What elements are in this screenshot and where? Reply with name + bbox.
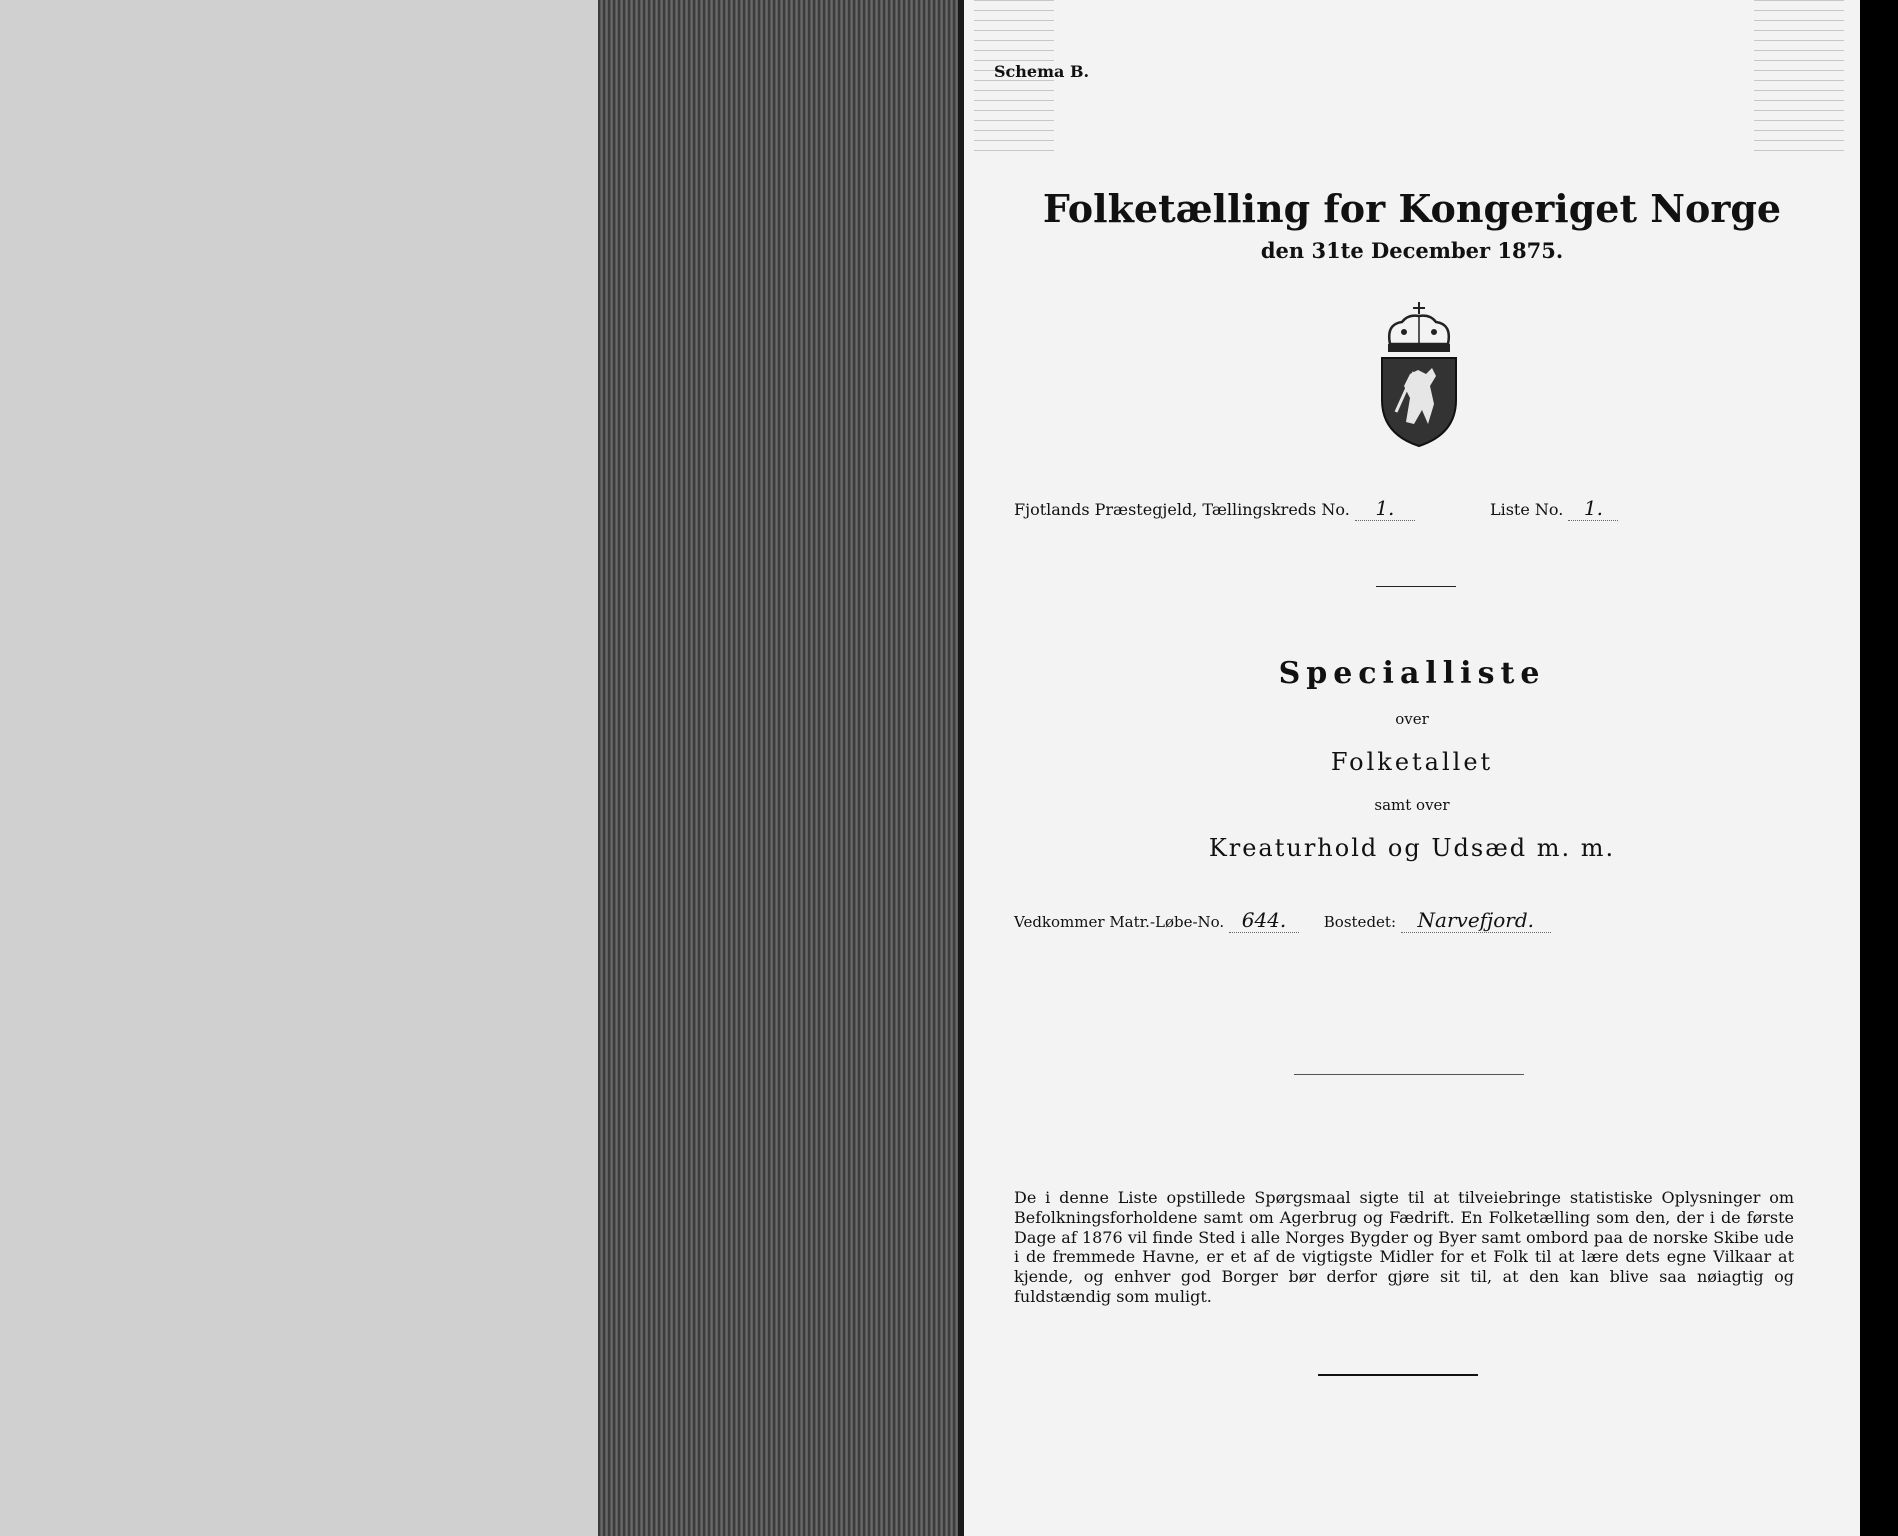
subject-kreaturhold: Kreaturhold og Udsæd m. m. [1208,834,1616,862]
kreds-label: Tællingskreds No. [1202,500,1350,519]
matr-value: 644. [1229,908,1299,933]
notice-paragraph: De i denne Liste opstillede Spørgsmaal sigte til at tilveiebringe statistiske Oplysninger om Befolkningsforholdene samt om Agerbrug og Fædrift. En Folketælling som den, der i de første Dage af 1876 vil finde Sted i alle Norges Bygder og Byer samt ombord paa de norske Skibe ude i de fremmede Havne, er et af de vigtigste Midler for et Folk til at lære dets egne Vilkaar at kjende, og enhver god Borger bør derfor gjøre sit til, at den kan blive saa nøiagtig og fuldstændig som muligt. [1014,1188,1794,1306]
census-form-page [964,0,1860,1536]
closing-rule [1318,1374,1478,1376]
form-date: den 31te December 1875. [1260,238,1564,263]
over-text: over [1395,710,1429,728]
divider-rule [1376,586,1456,587]
matr-label: Vedkommer Matr.-Løbe-No. [1014,913,1225,931]
bosted-value: Narvefjord. [1401,908,1551,933]
kreds-value: 1. [1355,496,1415,521]
signature-rule [1294,1074,1524,1075]
bleed-through-marks-right [1754,0,1844,340]
liste-value: 1. [1568,496,1618,521]
bleed-through-marks-left [974,0,1054,340]
samt-over-text: samt over [1374,796,1450,814]
district-line [1014,496,1618,521]
heading-specialliste: Specialliste [1278,656,1546,691]
blank-facing-page [0,0,598,1536]
liste-label: Liste No. [1489,500,1564,519]
form-title: Folketælling for Kongeriget Norge [1042,186,1782,231]
schema-label: Schema B. [994,62,1090,81]
norwegian-coat-of-arms-icon [1374,300,1464,450]
subject-folketallet: Folketallet [1330,748,1494,776]
book-binding-strip [598,0,958,1536]
scan-border-right [1860,0,1898,1536]
bosted-label: Bostedet: [1323,913,1396,931]
matr-bosted-line [1014,908,1551,933]
parish-label: Fjotlands Præstegjeld, [1014,500,1198,519]
